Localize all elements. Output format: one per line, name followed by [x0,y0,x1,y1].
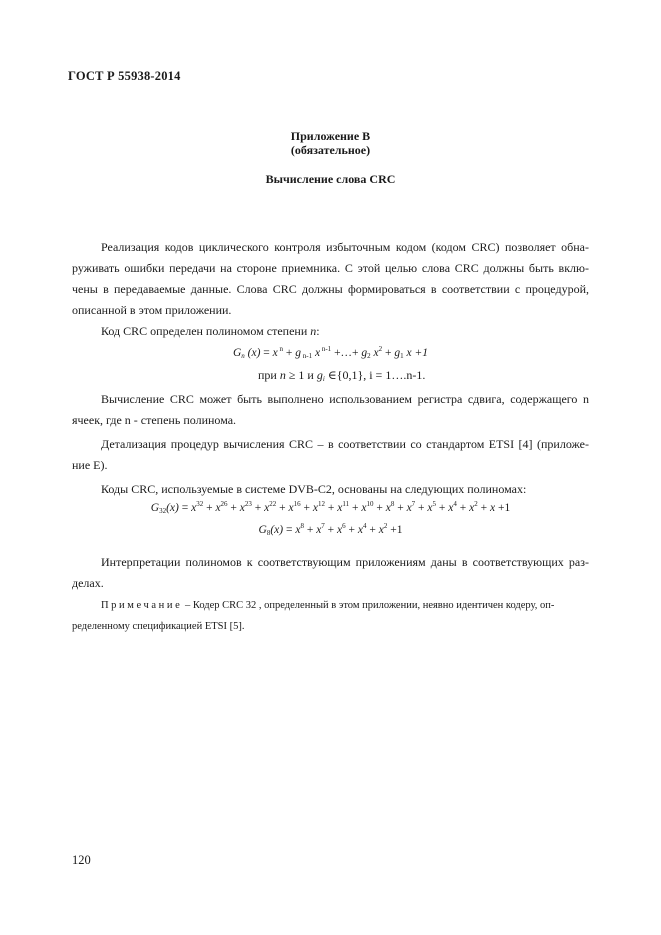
note-label: Примечание [101,600,183,611]
condition-prefix: при [258,368,277,382]
paragraph-4-line-1: Детализация процедур вычисления CRC – в соответствии со стандартом ETSI [4] (приложе- [101,437,589,451]
appendix-title: Приложение В [290,129,371,143]
appendix-status: (обязательное) [290,143,371,157]
paragraph-6-line-2: делах. [72,576,104,590]
condition-set: ∈{0,1}, i = 1….n-1. [327,368,426,382]
note-line-2: ределенному спецификацией ETSI [5]. [72,621,245,632]
paragraph-5: Коды CRC, используемые в системе DVB-C2, основаны на следующих полиномах: [101,482,527,496]
paragraph-1-line-3: чены в передаваемые данные. Слова CRC должны формироваться в соответствии с процедурой, [72,282,589,296]
paragraph-1-line-1: Реализация кодов циклического контроля избыточным кодом (кодом CRC) позволяет обна- [101,240,589,254]
condition-text: ≥ 1 и [288,368,314,382]
page-number: 120 [72,853,91,867]
formula-crc8-polynomial: $G_8(x) = x^8 + x^7 + x^6 + x^4 + x^2 +1$ [258,522,403,537]
paragraph-2-suffix: : [316,324,320,338]
formula-crc32-polynomial: $G_{32}(x) = x^{32} + x^{26} + x^{23} + x^{22} + x^{16} + x^{12} + x^{11} + x^{10} + x^8 + x^7 + x^5 + x^4 + x^2 + x +1$ [150,500,511,515]
formula-generator-polynomial: $G_n$ (x) = x $^n$ + g $_{n-1}$ x $^{n-1}$ +…+ $g_2$ $x^2 + g_1$ x +1 [232,345,429,360]
paragraph-3-line-1: Вычисление CRC может быть выполнено использованием регистра сдвига, содержащего n [101,392,589,406]
paragraph-1-line-4: описанной в этом приложении. [72,303,232,317]
paragraph-2 [72,321,589,342]
paragraph-2-text: Код CRC определен полиномом степени [101,324,311,338]
paragraph-6-line-1: Интерпретации полиномов к соответствующим приложениям даны в соответствующих раз- [101,555,589,569]
note-line-1 [101,596,589,616]
degree-variable: n [310,324,317,338]
note-text: – Кодер CRC 32 , определенный в этом приложении, неявно идентичен кодеру, оп- [182,600,555,611]
paragraph-1-line-2: руживать ошибки передачи на стороне приемника. С этой целью слова CRC должны быть вклю- [72,261,589,275]
paragraph-4-line-2: ние Е). [72,458,108,472]
paragraph-3-line-2: ячеек, где n - степень полинома. [72,413,237,427]
formula-condition: при n ≥ 1 и $g_i$ ∈{0,1}, i = 1….n-1. [258,368,426,383]
document-header-code: ГОСТ Р 55938-2014 [68,69,181,83]
section-title: Вычисление слова CRC [265,172,396,186]
